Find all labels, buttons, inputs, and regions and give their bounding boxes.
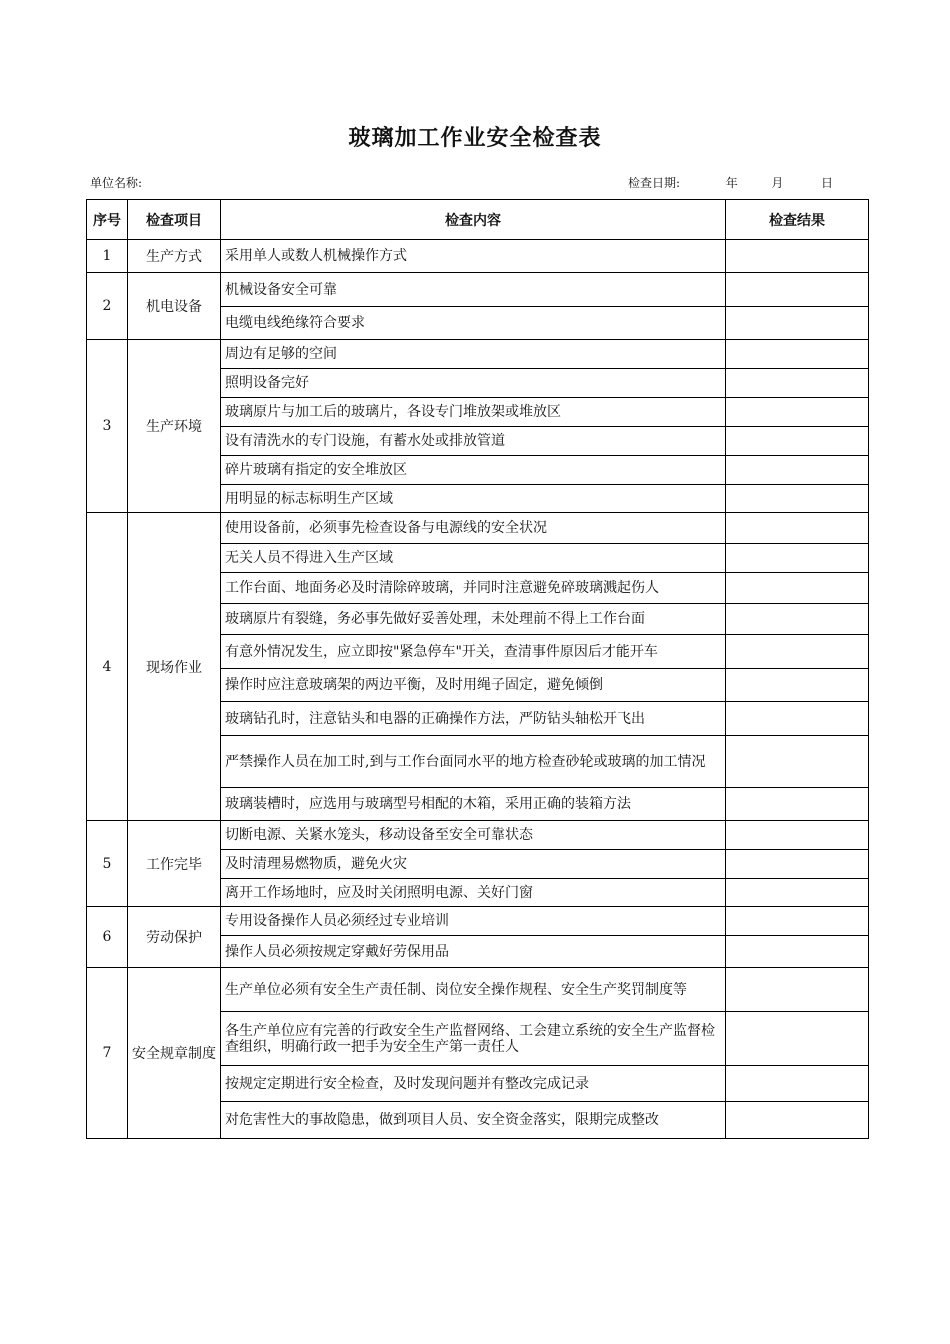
- check-item: 机电设备: [128, 273, 221, 340]
- check-content: 生产单位必须有安全生产责任制、岗位安全操作规程、安全生产奖罚制度等: [221, 968, 726, 1012]
- check-content: 玻璃原片有裂缝，务必事先做好妥善处理，未处理前不得上工作台面: [221, 604, 726, 635]
- check-content: 周边有足够的空间: [221, 340, 726, 369]
- check-result-cell[interactable]: [726, 635, 869, 669]
- check-result-cell[interactable]: [726, 340, 869, 369]
- check-result-cell[interactable]: [726, 456, 869, 485]
- check-result-cell[interactable]: [726, 544, 869, 573]
- check-result-cell[interactable]: [726, 669, 869, 702]
- header-item: 检查项目: [128, 200, 221, 240]
- table-row: [87, 821, 869, 850]
- check-result-cell[interactable]: [726, 1066, 869, 1102]
- check-result-cell[interactable]: [726, 604, 869, 635]
- check-result-cell[interactable]: [726, 736, 869, 788]
- check-item: 现场作业: [128, 513, 221, 821]
- check-result-cell[interactable]: [726, 821, 869, 850]
- table-row: [87, 907, 869, 936]
- check-content: 切断电源、关紧水笼头，移动设备至安全可靠状态: [221, 821, 726, 850]
- check-content: 采用单人或数人机械操作方式: [221, 240, 726, 273]
- check-item: 安全规章制度: [128, 968, 221, 1139]
- check-result-cell[interactable]: [726, 573, 869, 604]
- check-result-cell[interactable]: [726, 702, 869, 736]
- day-label: 日: [821, 176, 834, 190]
- check-result-cell[interactable]: [726, 240, 869, 273]
- check-item: 生产方式: [128, 240, 221, 273]
- table-row: [87, 273, 869, 307]
- check-content: 专用设备操作人员必须经过专业培训: [221, 907, 726, 936]
- check-result-cell[interactable]: [726, 788, 869, 821]
- check-content: 有意外情况发生，应立即按"紧急停车"开关，查清事件原因后才能开车: [221, 635, 726, 669]
- inspection-date: [628, 174, 833, 191]
- unit-name-label: 单位名称:: [90, 176, 143, 190]
- check-content: 用明显的标志标明生产区域: [221, 485, 726, 513]
- check-item: 劳动保护: [128, 907, 221, 968]
- row-number: 3: [87, 340, 128, 513]
- check-content: 机械设备安全可靠: [221, 273, 726, 307]
- table-row: [87, 240, 869, 273]
- check-content: 玻璃钻孔时，注意钻头和电器的正确操作方法，严防钻头轴松开飞出: [221, 702, 726, 736]
- check-content: 碎片玻璃有指定的安全堆放区: [221, 456, 726, 485]
- check-result-cell[interactable]: [726, 369, 869, 398]
- table-header-row: [87, 200, 869, 240]
- check-content: 无关人员不得进入生产区域: [221, 544, 726, 573]
- table-row: [87, 968, 869, 1012]
- check-content: 严禁操作人员在加工时,到与工作台面同水平的地方检查砂轮或玻璃的加工情况: [221, 736, 726, 788]
- date-label: 检查日期:: [628, 176, 681, 190]
- check-content: 按规定定期进行安全检查，及时发现问题并有整改完成记录: [221, 1066, 726, 1102]
- month-label: 月: [771, 176, 784, 190]
- header-content: 检查内容: [221, 200, 726, 240]
- check-content: 使用设备前，必须事先检查设备与电源线的安全状况: [221, 513, 726, 544]
- check-result-cell[interactable]: [726, 850, 869, 879]
- check-item: 工作完毕: [128, 821, 221, 907]
- check-content: 操作时应注意玻璃架的两边平衡，及时用绳子固定，避免倾倒: [221, 669, 726, 702]
- document-title: 玻璃加工作业安全检查表: [348, 125, 602, 151]
- check-content: 及时清理易燃物质，避免火灾: [221, 850, 726, 879]
- check-content: 离开工作场地时，应及时关闭照明电源、关好门窗: [221, 879, 726, 907]
- check-content: 玻璃装槽时，应选用与玻璃型号相配的木箱，采用正确的装箱方法: [221, 788, 726, 821]
- row-number: 6: [87, 907, 128, 968]
- check-content: 对危害性大的事故隐患，做到项目人员、安全资金落实，限期完成整改: [221, 1102, 726, 1139]
- check-result-cell[interactable]: [726, 273, 869, 307]
- row-number: 5: [87, 821, 128, 907]
- check-result-cell[interactable]: [726, 936, 869, 968]
- row-number: 2: [87, 273, 128, 340]
- check-result-cell[interactable]: [726, 907, 869, 936]
- inspection-table: [86, 199, 869, 1139]
- check-item: 生产环境: [128, 340, 221, 513]
- row-number: 1: [87, 240, 128, 273]
- check-result-cell[interactable]: [726, 307, 869, 340]
- header-result: 检查结果: [726, 200, 869, 240]
- check-content: 电缆电线绝缘符合要求: [221, 307, 726, 340]
- check-content: 操作人员必须按规定穿戴好劳保用品: [221, 936, 726, 968]
- check-content: 设有清洗水的专门设施，有蓄水处或排放管道: [221, 427, 726, 456]
- check-result-cell[interactable]: [726, 1102, 869, 1139]
- check-result-cell[interactable]: [726, 513, 869, 544]
- row-number: 4: [87, 513, 128, 821]
- header-no: 序号: [87, 200, 128, 240]
- check-content: 各生产单位应有完善的行政安全生产监督网络、工会建立系统的安全生产监督检查组织，明确行政一把手为安全生产第一责任人: [221, 1012, 726, 1066]
- check-content: 玻璃原片与加工后的玻璃片，各设专门堆放架或堆放区: [221, 398, 726, 427]
- table-body: [87, 240, 869, 1139]
- check-result-cell[interactable]: [726, 1012, 869, 1066]
- check-result-cell[interactable]: [726, 427, 869, 456]
- check-content: 照明设备完好: [221, 369, 726, 398]
- year-label: 年: [725, 176, 738, 190]
- table-row: [87, 340, 869, 369]
- row-number: 7: [87, 968, 128, 1139]
- check-result-cell[interactable]: [726, 485, 869, 513]
- check-result-cell[interactable]: [726, 879, 869, 907]
- check-result-cell[interactable]: [726, 968, 869, 1012]
- table-row: [87, 513, 869, 544]
- check-content: 工作台面、地面务必及时清除碎玻璃，并同时注意避免碎玻璃溅起伤人: [221, 573, 726, 604]
- check-result-cell[interactable]: [726, 398, 869, 427]
